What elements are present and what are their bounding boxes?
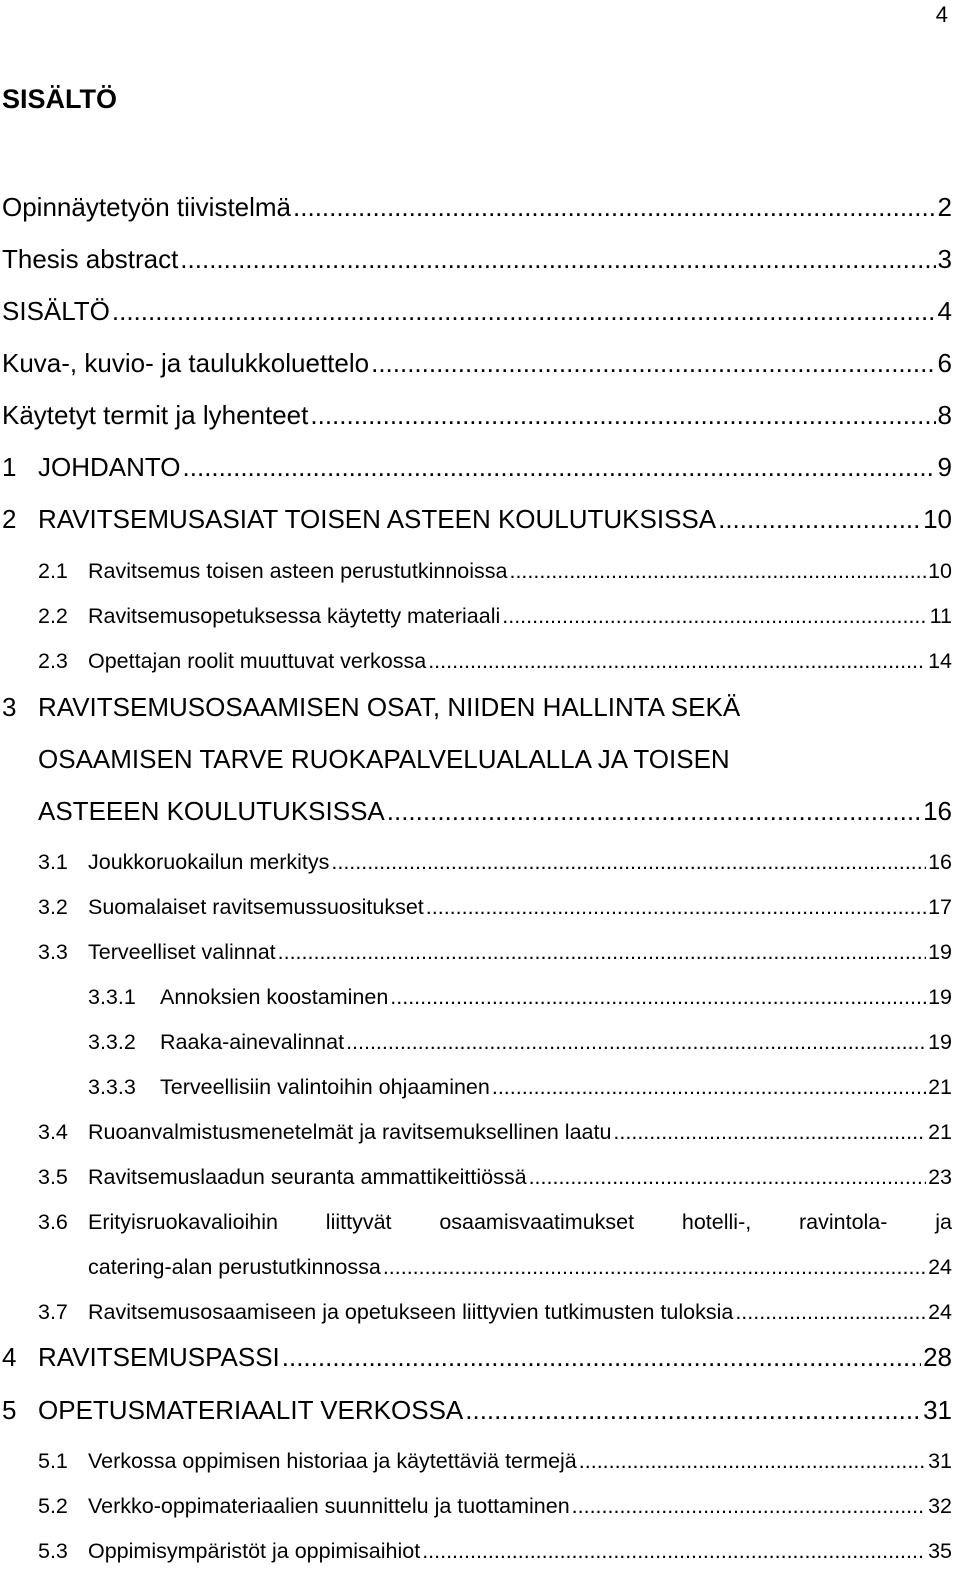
dot-leader	[178, 244, 935, 275]
toc-entry[interactable]	[2, 985, 952, 1010]
dot-leader	[110, 296, 936, 327]
toc-entry-number: 3.2	[38, 895, 68, 919]
toc-entry-title: Ruoanvalmistusmenetelmät ja ravitsemuksellinen laatu	[88, 1120, 612, 1144]
toc-entry-title: Ravitsemusosaamiseen ja opetukseen liittyvien tutkimusten tuloksia	[88, 1300, 734, 1324]
toc-entry[interactable]	[2, 1494, 952, 1519]
toc-entry-title: Opinnäytetyön tiivistelmä	[2, 192, 292, 222]
toc-entry-page: 28	[923, 1342, 952, 1372]
toc-entry-page: 4	[937, 296, 952, 326]
toc-entry-title: SISÄLTÖ	[2, 296, 110, 326]
toc-entry[interactable]	[2, 895, 952, 920]
toc-entry[interactable]	[88, 1255, 952, 1280]
toc-entry-number: 3.3.3	[88, 1075, 136, 1099]
toc-entry[interactable]	[2, 504, 952, 535]
title-word: ja	[935, 1210, 952, 1234]
toc-entry-title: Verkossa oppimisen historiaa ja käytettäviä termejä	[88, 1449, 577, 1473]
toc-entry-page: 10	[928, 559, 952, 583]
toc-entry[interactable]	[2, 452, 952, 483]
toc-entry[interactable]	[2, 192, 952, 223]
toc-entry-number: 2.3	[38, 649, 68, 673]
toc-entry-number: 3.5	[38, 1165, 68, 1189]
toc-entry[interactable]	[2, 1342, 952, 1373]
dot-leader	[463, 1395, 921, 1426]
toc-entry-number: 3.7	[38, 1300, 68, 1324]
toc-entry-number: 4	[2, 1342, 17, 1372]
toc-entry-title-line3: ASTEEEN KOULUTUKSISSA	[38, 796, 385, 826]
toc-entry-title: Terveelliset valinnat	[88, 940, 276, 964]
dot-leader	[500, 604, 927, 629]
toc-entry-number: 3.4	[38, 1120, 68, 1144]
dot-leader	[344, 1030, 926, 1055]
dot-leader	[308, 400, 935, 431]
toc-entry-number: 3.3.2	[88, 1030, 136, 1054]
toc-entry-page: 19	[928, 940, 952, 964]
toc-entry[interactable]	[2, 850, 952, 875]
toc-entry[interactable]	[2, 940, 952, 965]
dot-leader	[716, 504, 921, 535]
toc-entry-page: 14	[928, 649, 952, 673]
toc-entry[interactable]	[2, 649, 952, 674]
toc-entry-number: 5.2	[38, 1494, 68, 1518]
toc-entry-page: 24	[928, 1300, 952, 1324]
toc-entry-page: 32	[928, 1494, 952, 1518]
dot-leader	[424, 895, 926, 920]
dot-leader	[291, 192, 936, 223]
toc-entry-title: Oppimisympäristöt ja oppimisaihiot	[88, 1539, 421, 1563]
dot-leader	[181, 452, 936, 483]
dot-leader	[385, 796, 921, 827]
toc-entry[interactable]	[2, 1300, 952, 1325]
toc-entry-page: 6	[937, 348, 952, 378]
toc-entry[interactable]	[2, 1449, 952, 1474]
toc-entry[interactable]	[2, 1539, 952, 1564]
dot-leader	[329, 850, 926, 875]
dot-leader	[388, 985, 926, 1010]
toc-entry[interactable]	[38, 796, 952, 827]
page-number: 4	[935, 2, 948, 27]
toc-entry[interactable]	[2, 559, 952, 584]
toc-entry[interactable]	[2, 1120, 952, 1145]
toc-entry-page: 3	[937, 244, 952, 274]
toc-entry-page: 23	[928, 1165, 952, 1189]
dot-leader	[507, 559, 926, 584]
toc-entry-page: 9	[937, 452, 952, 482]
title-word: osaamisvaatimukset	[439, 1210, 635, 1234]
dot-leader	[276, 940, 926, 965]
toc-entry-page: 31	[928, 1449, 952, 1473]
toc-entry-title: Suomalaiset ravitsemussuositukset	[88, 895, 424, 919]
toc-entry[interactable]	[2, 400, 952, 431]
toc-entry[interactable]	[2, 348, 952, 379]
dot-leader	[527, 1165, 927, 1190]
dot-leader	[733, 1300, 926, 1325]
title-word: hotelli-,	[681, 1210, 752, 1234]
dot-leader	[577, 1449, 926, 1474]
toc-entry-title-line2: catering-alan perustutkinnossa	[88, 1255, 381, 1279]
toc-entry-page: 10	[923, 504, 952, 534]
toc-entry[interactable]	[2, 1395, 952, 1426]
toc-entry-number: 2.2	[38, 604, 68, 628]
toc-entry-page: 11	[929, 604, 952, 628]
toc-entry-title: Ravitsemuslaadun seuranta ammattikeittiössä	[88, 1165, 527, 1189]
toc-entry-page: 21	[928, 1075, 952, 1099]
toc-entry-number: 5	[2, 1395, 17, 1425]
toc-entry[interactable]	[2, 604, 952, 629]
dot-leader	[611, 1120, 926, 1145]
toc-entry-title: Joukkoruokailun merkitys	[88, 850, 330, 874]
toc-entry-title: Opettajan roolit muuttuvat verkossa	[88, 649, 427, 673]
toc-entry-number: 3.1	[38, 850, 68, 874]
toc-entry-page: 2	[937, 192, 952, 222]
toc-entry[interactable]	[2, 1030, 952, 1055]
toc-entry-page: 35	[928, 1539, 952, 1563]
dot-leader	[420, 1539, 926, 1564]
toc-entry-title: RAVITSEMUSASIAT TOISEN ASTEEN KOULUTUKSISSA	[38, 504, 717, 534]
toc-entry-title: OPETUSMATERIAALIT VERKOSSA	[38, 1395, 464, 1425]
toc-entry-page: 8	[937, 400, 952, 430]
toc-entry-number: 5.3	[38, 1539, 68, 1563]
toc-entry-number: 3.6	[38, 1210, 68, 1234]
page-title: SISÄLTÖ	[2, 84, 118, 114]
dot-leader	[280, 1342, 921, 1373]
toc-entry-title: Annoksien koostaminen	[160, 985, 389, 1009]
title-word: ravintola-	[799, 1210, 888, 1234]
toc-entry-page: 16	[928, 850, 952, 874]
toc-entry-number: 3	[2, 692, 17, 722]
toc-entry[interactable]	[2, 1165, 952, 1190]
dot-leader	[570, 1494, 926, 1519]
toc-entry-title: Verkko-oppimateriaalien suunnittelu ja tuottaminen	[88, 1494, 570, 1518]
toc-entry[interactable]	[2, 244, 952, 275]
toc-entry-title: JOHDANTO	[38, 452, 181, 482]
toc-entry-title-line2[interactable]: OSAAMISEN TARVE RUOKAPALVELUALALLA JA TOISEN	[38, 744, 730, 774]
toc-entry-page: 16	[923, 796, 952, 826]
toc-entry-title-line1[interactable]	[88, 1210, 952, 1235]
toc-entry-number: 2	[2, 504, 17, 534]
toc-entry[interactable]	[2, 1075, 952, 1100]
toc-entry-title: RAVITSEMUSPASSI	[38, 1342, 280, 1372]
toc-entry-page: 24	[928, 1255, 952, 1279]
toc-entry-title: Kuva-, kuvio- ja taulukkoluettelo	[2, 348, 370, 378]
toc-entry-page: 19	[928, 1030, 952, 1054]
toc-entry-number: 3.3.1	[88, 985, 136, 1009]
toc-entry-number: 1	[2, 452, 17, 482]
toc-entry-title: Ravitsemus toisen asteen perustutkinnoissa	[88, 559, 508, 583]
toc-entry[interactable]	[2, 296, 952, 327]
toc-entry-title: Ravitsemusopetuksessa käytetty materiaali	[88, 604, 501, 628]
toc-entry	[2, 692, 952, 723]
toc-entry-number: 5.1	[38, 1449, 68, 1473]
toc-entry-title: Terveellisiin valintoihin ohjaaminen	[160, 1075, 490, 1099]
toc-entry-title: Käytetyt termit ja lyhenteet	[2, 400, 309, 430]
title-word: liittyvät	[325, 1210, 392, 1234]
toc-entry-page: 17	[928, 895, 952, 919]
dot-leader	[369, 348, 935, 379]
dot-leader	[381, 1255, 926, 1280]
toc-entry-number: 3.3	[38, 940, 68, 964]
dot-leader	[490, 1075, 926, 1100]
dot-leader	[426, 649, 926, 674]
toc-entry-page: 31	[923, 1395, 952, 1425]
toc-entry-title: Raaka-ainevalinnat	[160, 1030, 345, 1054]
toc-entry-page: 21	[928, 1120, 952, 1144]
title-word: Erityisruokavalioihin	[88, 1210, 278, 1234]
toc-entry-title-line1[interactable]: RAVITSEMUSOSAAMISEN OSAT, NIIDEN HALLINTA SEKÄ	[38, 692, 741, 722]
toc-entry-page: 19	[928, 985, 952, 1009]
toc-entry-title: Thesis abstract	[2, 244, 179, 274]
toc-entry-number: 2.1	[38, 559, 68, 583]
